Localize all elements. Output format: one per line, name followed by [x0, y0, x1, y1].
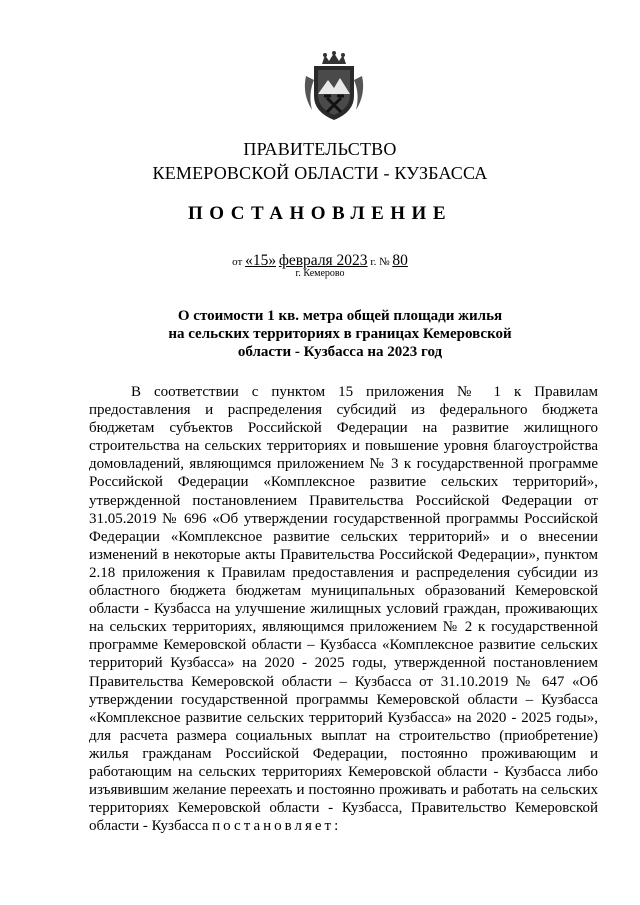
coat-of-arms-icon	[298, 50, 370, 122]
subject-line-2: на сельских территориях в границах Кемеровской	[168, 326, 512, 342]
from-label: от	[232, 256, 243, 268]
year-suffix: г.	[370, 256, 377, 268]
document-number: 80	[392, 252, 408, 269]
government-name-line2: КЕМЕРОВСКОЙ ОБЛАСТИ - КУЗБАССА	[152, 163, 488, 183]
subject-line-3: области - Кузбасса на 2023 год	[237, 344, 443, 360]
city-name: г. Кемерово	[295, 268, 345, 279]
document-type-title: ПОСТАНОВЛЕНИЕ	[187, 203, 453, 224]
day-close-quote: »	[268, 252, 277, 269]
government-name-line1: ПРАВИТЕЛЬСТВО	[243, 139, 397, 159]
resolves-word: постановляет:	[212, 818, 342, 835]
body-paragraph	[89, 383, 598, 835]
day-open-quote: «	[245, 252, 253, 269]
day-value: 15	[252, 252, 269, 269]
body-text: В соответствии с пунктом 15 приложения № 1 к Правилам предоставления и распределения субсидий из федерального бюджета бюджетам субъектов Российской Федерации на развитие жилищного строительства на сельских территориях и повышение уровня благоустройства домовладений, являющимся приложением № 3 к государственной программе Российской Федерации «Комплексное развитие сельских территорий», утвержденной постановлением Правительства Российской Федерации от 31.05.2019 № 696 «Об утверждении государственной программы Российской Федерации «Комплексное развитие сельских территорий» и о внесении изменений в некоторые акты Правительства Российской Федерации», пунктом 2.18 приложения к Правилам предоставления и распределения субсидии из областного бюджета бюджетам муниципальных образований Кемеровской области - Кузбасса на улучшение жилищных условий граждан, проживающих на сельских территориях, являющимся приложением № 2 к государственной программе Кемеровской области – Кузбасса «Комплексное развитие сельских территорий Кузбасса» на 2020 - 2025 годы, утвержденной постановлением Правительства Кемеровской области – Кузбасса от 31.10.2019 № 647 «Об утверждении государственной программы Кемеровской области – Кузбасса «Комплексное развитие сельских территорий Кузбасса» на 2020 - 2025 годы», для расчета размера социальных выплат на строительство (приобретение) жилья гражданам Российской Федерации, постоянно проживающим и работающим на сельских территориях Кемеровской области - Кузбасса либо изъявившим желание переехать и постоянно проживать и работать на сельских территориях Кемеровской области - Кузбасса, Правительство Кемеровской области - Кузбасса	[89, 384, 598, 835]
subject-line-1: О стоимости 1 кв. метра общей площади жилья	[177, 308, 503, 324]
document-subject	[140, 307, 540, 361]
month-year: февраля 2023	[278, 252, 368, 269]
number-label: №	[379, 256, 390, 268]
